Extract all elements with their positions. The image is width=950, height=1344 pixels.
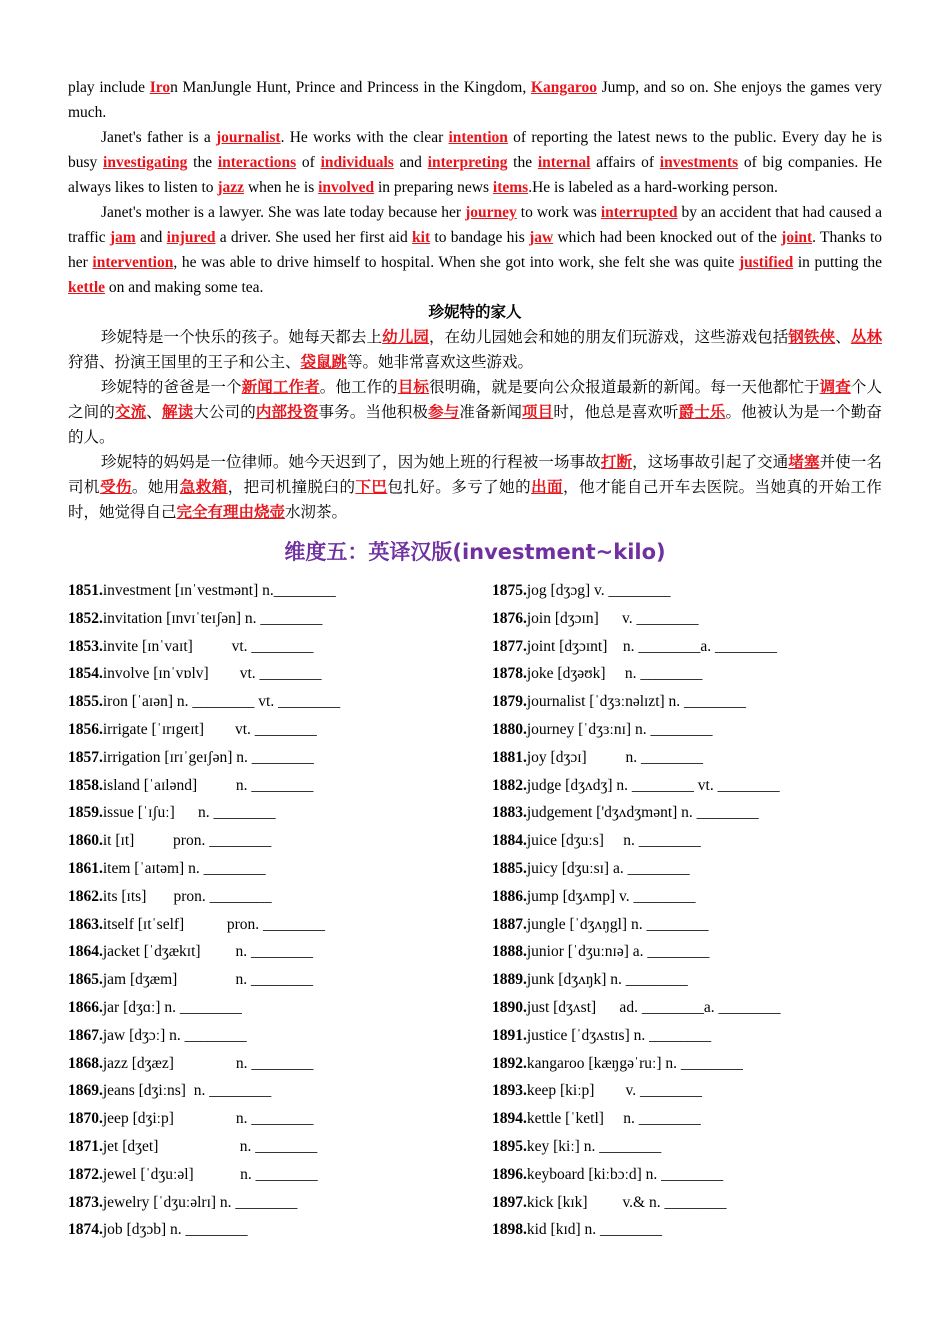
chinese-paragraph-1 <box>68 325 882 375</box>
keyword-highlight: intention <box>448 129 508 146</box>
paragraph-text: Jump, and so on. She enjoys the games very much. <box>68 79 882 121</box>
vocab-entry: joint [dʒɔɪnt] n. ________a. ________ <box>526 637 777 655</box>
vocab-number: 1875. <box>492 582 527 599</box>
vocab-entry: jump [dʒʌmp] v. ________ <box>526 887 696 905</box>
paragraph-text: in preparing news <box>374 179 493 196</box>
keyword-highlight: 钢铁侠 <box>788 328 836 346</box>
vocab-number: 1893. <box>492 1082 527 1100</box>
paragraph-text: 珍妮特是一个快乐的孩子。她每天都去上 <box>101 328 383 346</box>
vocab-number: 1880. <box>492 720 527 738</box>
vocab-item <box>492 1105 882 1133</box>
keyword-highlight: 交流 <box>114 403 147 421</box>
paragraph-text: 很明确，就是要向公众报道最新的新闻。每一天他都忙于 <box>429 378 820 396</box>
vocab-item <box>492 911 882 939</box>
keyword-highlight: 堵塞 <box>788 453 820 471</box>
vocab-item <box>68 1050 460 1078</box>
vocab-number: 1886. <box>492 887 527 905</box>
paragraph-text: 个人之间的 <box>68 378 882 421</box>
vocab-item <box>68 1161 460 1189</box>
vocab-entry: invite [ɪnˈvaɪt] vt. ________ <box>102 637 314 655</box>
vocab-number: 1885. <box>492 859 527 877</box>
vocab-entry: issue [ˈɪʃuː] n. ________ <box>102 804 276 822</box>
vocab-item <box>68 1105 460 1133</box>
vocab-item <box>492 827 882 855</box>
keyword-highlight: 丛林 <box>850 328 882 346</box>
english-paragraph-2 <box>68 125 882 200</box>
vocab-item <box>68 1133 460 1161</box>
vocab-entry: justice [ˈdʒʌstɪs] n. ________ <box>526 1026 712 1044</box>
vocab-column-right <box>492 577 882 1244</box>
paragraph-text: which had been knocked out of the <box>553 229 782 246</box>
vocab-entry: itself [ɪtˈself] pron. ________ <box>102 915 326 933</box>
vocab-number: 1863. <box>68 915 103 933</box>
keyword-highlight: jam <box>109 229 136 246</box>
keyword-highlight: 幼儿园 <box>382 328 430 346</box>
paragraph-text: . Thanks to her <box>68 229 883 271</box>
vocab-number: 1859. <box>68 804 103 822</box>
vocab-entry: jet [dʒet] n. ________ <box>102 1137 318 1155</box>
vocab-entry: jog [dʒɔg] v. ________ <box>526 582 671 599</box>
vocab-item <box>492 577 882 605</box>
vocab-item <box>68 633 460 661</box>
vocab-entry: irrigate [ˈɪrɪgeɪt] vt. ________ <box>102 720 317 738</box>
vocab-item <box>68 1022 460 1050</box>
vocab-item <box>492 1077 882 1105</box>
vocab-entry: irrigation [ɪrɪˈgeɪʃən] n. ________ <box>102 748 314 766</box>
document-page <box>68 75 882 1244</box>
paragraph-text: 并使一名司机 <box>68 453 882 496</box>
vocab-item <box>68 716 460 744</box>
keyword-highlight: items <box>492 179 529 196</box>
vocab-entry: junior [ˈdʒuːnɪə] a. ________ <box>526 943 710 961</box>
paragraph-text: ，把司机撞脱臼的 <box>227 478 356 496</box>
vocab-entry: jacket [ˈdʒækɪt] n. ________ <box>102 943 313 961</box>
vocab-entry: kick [kɪk] v.& n. ________ <box>526 1193 727 1211</box>
vocab-number: 1855. <box>68 693 103 711</box>
vocab-item <box>68 1216 460 1244</box>
keyword-highlight: interrupted <box>600 204 678 221</box>
paragraph-text: Janet's father is a <box>101 129 216 146</box>
vocab-item <box>492 1189 882 1217</box>
paragraph-text: to work was <box>516 204 601 221</box>
paragraph-text: 狩猎、扮演王国里的王子和公主、 <box>68 353 301 371</box>
vocab-item <box>68 827 460 855</box>
vocab-entry: jazz [dʒæz] n. ________ <box>102 1054 314 1072</box>
keyword-highlight: journalist <box>216 129 281 146</box>
vocab-item <box>68 744 460 772</box>
chinese-title: 珍妮特的家人 <box>428 303 522 321</box>
paragraph-text: 。她用 <box>131 478 180 496</box>
vocab-number: 1853. <box>68 637 103 655</box>
vocab-item <box>492 1161 882 1189</box>
paragraph-text: to bandage his <box>430 229 530 246</box>
vocab-entry: kid [kɪd] n. ________ <box>526 1221 663 1239</box>
vocab-item <box>68 855 460 883</box>
paragraph-text: .He is labeled as a hard-working person. <box>528 179 778 196</box>
vocab-number: 1896. <box>492 1165 527 1183</box>
vocab-item <box>492 966 882 994</box>
vocab-number: 1871. <box>68 1137 103 1155</box>
vocab-entry: jaw [dʒɔː] n. ________ <box>102 1026 247 1044</box>
paragraph-text: by an accident that had caused a traffic <box>68 204 882 246</box>
vocab-item <box>492 744 882 772</box>
keyword-highlight: jazz <box>217 179 245 196</box>
paragraph-text: , he was able to drive himself to hospital. When she got into work, she felt she was quite <box>173 254 739 271</box>
vocab-number: 1851. <box>68 582 103 599</box>
keyword-highlight: Kangaroo <box>530 79 597 96</box>
vocab-entry: its [ɪts] pron. ________ <box>102 887 272 905</box>
vocab-entry: kettle [ˈketl] n. ________ <box>526 1110 701 1128</box>
keyword-highlight: investments <box>659 154 739 171</box>
paragraph-text: 准备新闻 <box>459 403 523 421</box>
paragraph-text: and <box>393 154 428 171</box>
vocab-number: 1877. <box>492 637 527 655</box>
paragraph-text: play include <box>68 79 150 96</box>
vocab-entry: kangaroo [kæŋgəˈruː] n. ________ <box>526 1054 743 1072</box>
vocab-entry: journalist [ˈdʒɜːnəlɪzt] n. ________ <box>526 693 747 711</box>
vocab-item <box>492 855 882 883</box>
vocab-item <box>492 1133 882 1161</box>
vocab-number: 1856. <box>68 720 103 738</box>
keyword-highlight: 参与 <box>428 403 460 421</box>
keyword-highlight: 完全有理由烧壶 <box>176 503 286 521</box>
paragraph-text: 等。她非常喜欢这些游戏。 <box>347 353 534 371</box>
vocab-entry: keep [kiːp] v. ________ <box>526 1082 702 1100</box>
vocab-number: 1894. <box>492 1110 527 1128</box>
vocab-entry: journey [ˈdʒɜːnɪ] n. ________ <box>526 720 713 738</box>
vocab-item <box>492 772 882 800</box>
keyword-highlight: 出面 <box>531 478 564 496</box>
vocab-number: 1884. <box>492 832 527 850</box>
keyword-highlight: involved <box>318 179 375 196</box>
vocab-item <box>492 1022 882 1050</box>
vocab-item <box>492 660 882 688</box>
vocab-entry: jar [dʒɑː] n. ________ <box>102 998 242 1016</box>
paragraph-text: the <box>187 154 218 171</box>
vocab-item <box>492 994 882 1022</box>
vocab-number: 1857. <box>68 748 103 766</box>
keyword-highlight: internal <box>537 154 591 171</box>
vocab-entry: juicy [dʒuːsɪ] a. ________ <box>526 859 690 877</box>
keyword-highlight: 急救箱 <box>179 478 228 496</box>
paragraph-text: 、 <box>146 403 162 421</box>
vocab-entry: jeep [dʒiːp] n. ________ <box>102 1110 314 1128</box>
vocab-number: 1860. <box>68 832 103 850</box>
keyword-highlight: 调查 <box>819 378 851 396</box>
vocab-number: 1887. <box>492 915 527 933</box>
vocab-item <box>492 799 882 827</box>
keyword-highlight: investigating <box>103 154 188 171</box>
vocab-entry: jewel [ˈdʒuːəl] n. ________ <box>102 1165 318 1183</box>
vocab-entry: investment [ɪnˈvestmənt] n.________ <box>102 582 336 599</box>
keyword-highlight: 打断 <box>600 453 633 471</box>
paragraph-text: 、 <box>835 328 851 346</box>
paragraph-text: 珍妮特的妈妈是一位律师。她今天迟到了，因为她上班的行程被一场事故 <box>101 453 601 471</box>
vocab-item <box>68 966 460 994</box>
vocab-item <box>492 883 882 911</box>
paragraph-text: of <box>296 154 321 171</box>
vocab-item <box>492 938 882 966</box>
vocab-item <box>492 605 882 633</box>
keyword-highlight: 爵士乐 <box>678 403 726 421</box>
paragraph-text: 水沏茶。 <box>285 503 348 521</box>
vocab-number: 1852. <box>68 609 103 627</box>
vocab-entry: iron [ˈaɪən] n. ________ vt. ________ <box>102 693 341 711</box>
vocab-entry: involve [ɪnˈvɒlv] vt. ________ <box>102 665 322 683</box>
paragraph-text: Janet's mother is a lawyer. She was late today because her <box>101 204 466 221</box>
paragraph-text: the <box>507 154 538 171</box>
keyword-highlight: justified <box>738 254 794 271</box>
paragraph-text: ，在幼儿园她会和她的朋友们玩游戏，这些游戏包括 <box>429 328 789 346</box>
vocab-entry: jam [dʒæm] n. ________ <box>102 971 313 989</box>
vocab-number: 1854. <box>68 665 103 683</box>
vocab-number: 1858. <box>68 776 103 794</box>
vocab-item <box>68 577 460 605</box>
vocab-entry: junk [dʒʌŋk] n. ________ <box>526 971 688 989</box>
english-paragraph-3 <box>68 200 882 300</box>
paragraph-text: 包扎好。多亏了她的 <box>387 478 532 496</box>
paragraph-text: . He works with the clear <box>280 129 449 146</box>
vocab-item <box>68 1077 460 1105</box>
keyword-highlight: interactions <box>217 154 297 171</box>
vocab-item <box>68 660 460 688</box>
vocab-item <box>68 688 460 716</box>
vocab-entry: join [dʒɔɪn] v. ________ <box>526 609 699 627</box>
paragraph-text: in putting the <box>793 254 882 271</box>
vocab-number: 1879. <box>492 693 527 711</box>
keyword-highlight: 目标 <box>397 378 430 396</box>
vocab-item <box>68 994 460 1022</box>
vocab-number: 1878. <box>492 665 527 683</box>
paragraph-text: ，他才能自己开车去医院。当她真的开始工作时，她觉得自己 <box>68 478 882 521</box>
vocab-item <box>492 633 882 661</box>
vocab-entry: jewelry [ˈdʒuːəlrɪ] n. ________ <box>102 1193 298 1211</box>
vocab-list <box>68 577 882 1244</box>
vocab-item <box>68 799 460 827</box>
paragraph-text: ，这场事故引起了交通 <box>632 453 789 471</box>
vocab-entry: judgement ['dʒʌdʒmənt] n. ________ <box>526 804 759 822</box>
vocab-number: 1874. <box>68 1221 103 1239</box>
vocab-number: 1876. <box>492 609 527 627</box>
vocab-number: 1898. <box>492 1221 527 1239</box>
paragraph-text: 大公司的 <box>193 403 256 421</box>
paragraph-text: when he is <box>244 179 319 196</box>
paragraph-text: 。他被认为是一个勤奋的人。 <box>68 403 882 446</box>
vocab-number: 1868. <box>68 1054 103 1072</box>
vocab-item <box>492 716 882 744</box>
keyword-highlight: journey <box>465 204 517 221</box>
paragraph-text: and <box>135 229 167 246</box>
vocab-number: 1862. <box>68 887 103 905</box>
vocab-entry: key [kiː] n. ________ <box>526 1137 662 1155</box>
vocab-entry: joy [dʒɔɪ] n. ________ <box>526 748 703 766</box>
vocab-number: 1895. <box>492 1137 527 1155</box>
paragraph-text: 珍妮特的爸爸是一个 <box>101 378 242 396</box>
paragraph-text: 。他工作的 <box>319 378 398 396</box>
vocab-number: 1867. <box>68 1026 103 1044</box>
paragraph-text: 事务。当他积极 <box>318 403 429 421</box>
vocab-item <box>492 1050 882 1078</box>
vocab-column-left <box>68 577 460 1244</box>
vocab-number: 1882. <box>492 776 527 794</box>
vocab-item <box>68 938 460 966</box>
vocab-number: 1861. <box>68 859 103 877</box>
vocab-entry: keyboard [kiːbɔːd] n. ________ <box>526 1165 724 1183</box>
vocab-number: 1873. <box>68 1193 103 1211</box>
keyword-highlight: 项目 <box>522 403 554 421</box>
keyword-highlight: joint <box>781 229 813 246</box>
vocab-entry: invitation [ɪnvɪˈteɪʃən] n. ________ <box>102 609 323 627</box>
keyword-highlight: 解读 <box>161 403 194 421</box>
vocab-entry: juice [dʒuːs] n. ________ <box>526 832 701 850</box>
keyword-highlight: 受伤 <box>99 478 132 496</box>
keyword-highlight: kettle <box>68 279 106 296</box>
vocab-entry: jungle [ˈdʒʌŋgl] n. ________ <box>526 915 709 933</box>
keyword-highlight: 袋鼠跳 <box>300 353 348 371</box>
vocab-number: 1869. <box>68 1082 103 1100</box>
paragraph-text: 时，他总是喜欢听 <box>553 403 679 421</box>
vocab-number: 1890. <box>492 998 527 1016</box>
english-paragraph-1 <box>68 75 882 125</box>
vocab-entry: joke [dʒəʊk] n. ________ <box>526 665 703 683</box>
vocab-number: 1865. <box>68 971 103 989</box>
vocab-number: 1883. <box>492 804 527 822</box>
keyword-highlight: interpreting <box>427 154 508 171</box>
keyword-highlight: 内部投资 <box>255 403 319 421</box>
vocab-number: 1872. <box>68 1165 103 1183</box>
paragraph-text: of reporting the latest news to the public. Every day he is busy <box>68 129 883 171</box>
vocab-item <box>68 1189 460 1217</box>
vocab-item <box>492 1216 882 1244</box>
vocab-item <box>492 688 882 716</box>
paragraph-text: n ManJungle Hunt, Prince and Princess in the Kingdom, <box>170 79 531 96</box>
vocab-number: 1866. <box>68 998 103 1016</box>
vocab-entry: it [ɪt] pron. ________ <box>102 832 272 850</box>
vocab-number: 1881. <box>492 748 527 766</box>
section-title: 维度五：英译汉版(investment~kilo) <box>284 540 666 564</box>
vocab-number: 1897. <box>492 1193 527 1211</box>
chinese-paragraph-2 <box>68 375 882 450</box>
chinese-paragraph-3 <box>68 450 882 525</box>
vocab-entry: judge [dʒʌdʒ] n. ________ vt. ________ <box>526 776 780 794</box>
vocab-item <box>68 772 460 800</box>
keyword-highlight: jaw <box>529 229 554 246</box>
keyword-highlight: 新闻工作者 <box>241 378 320 396</box>
vocab-item <box>68 883 460 911</box>
keyword-highlight: 下巴 <box>355 478 388 496</box>
keyword-highlight: intervention <box>92 254 174 271</box>
vocab-entry: jeans [dʒiːns] n. ________ <box>102 1082 272 1100</box>
vocab-entry: island [ˈaɪlənd] n. ________ <box>102 776 314 794</box>
paragraph-text: of big companies. He always likes to listen to <box>68 154 883 196</box>
vocab-number: 1870. <box>68 1110 103 1128</box>
vocab-item <box>68 605 460 633</box>
vocab-number: 1892. <box>492 1054 527 1072</box>
vocab-number: 1864. <box>68 943 103 961</box>
vocab-entry: item [ˈaɪtəm] n. ________ <box>102 859 266 877</box>
paragraph-text: affairs of <box>590 154 660 171</box>
keyword-highlight: injured <box>166 229 216 246</box>
vocab-entry: just [dʒʌst] ad. ________a. ________ <box>526 998 781 1016</box>
vocab-entry: job [dʒɔb] n. ________ <box>102 1221 248 1239</box>
vocab-number: 1888. <box>492 943 527 961</box>
paragraph-text: on and making some tea. <box>105 279 264 296</box>
vocab-item <box>68 911 460 939</box>
keyword-highlight: Iro <box>149 79 171 96</box>
keyword-highlight: kit <box>412 229 431 246</box>
keyword-highlight: individuals <box>320 154 394 171</box>
vocab-number: 1889. <box>492 971 527 989</box>
paragraph-text: a driver. She used her first aid <box>215 229 413 246</box>
vocab-number: 1891. <box>492 1026 527 1044</box>
